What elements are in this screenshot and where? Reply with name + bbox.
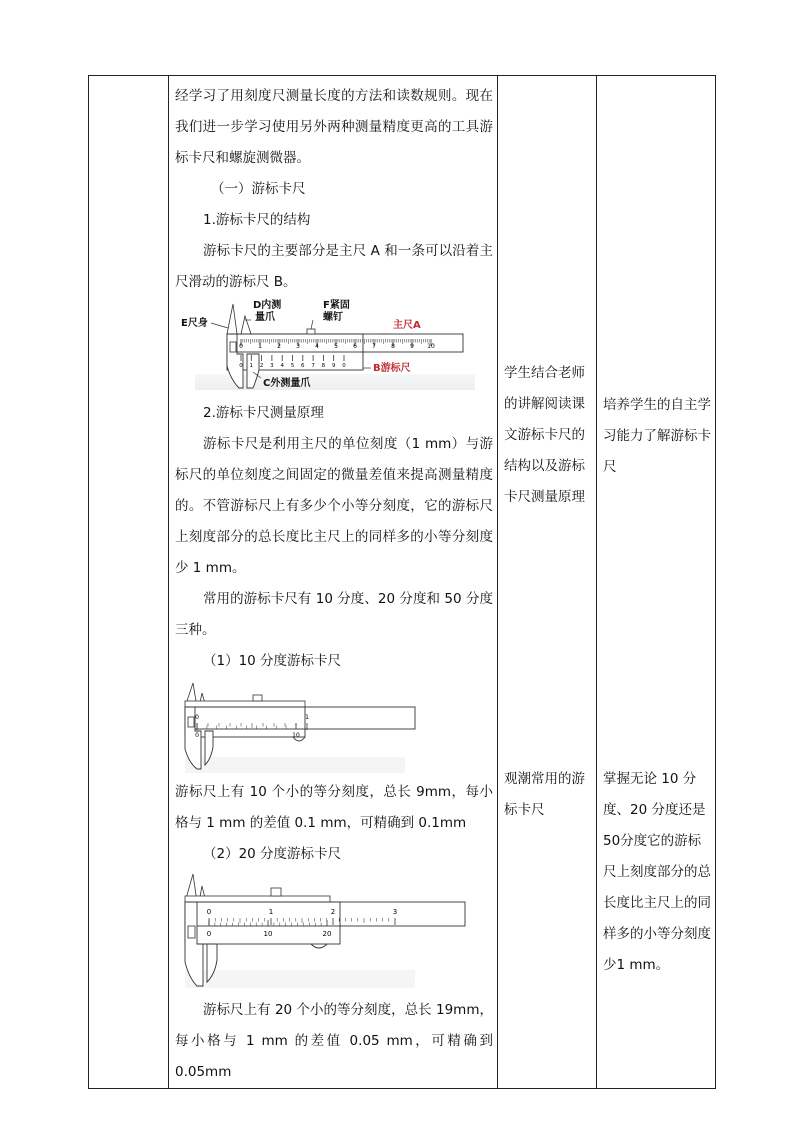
scale-tick-label: 8 <box>321 363 326 369</box>
scale-tick-label: 3 <box>392 908 398 916</box>
main-scale-bar <box>185 902 465 926</box>
heading-20-division: （2）20 分度游标卡尺 <box>203 846 342 862</box>
scale-tick-label: 0 <box>342 363 346 369</box>
design-intent-cell <box>597 76 716 1089</box>
scale-tick-label: 7 <box>311 363 315 369</box>
student-activity-block-1: 学生结合老师的讲解阅读课文游标卡尺的结构以及游标卡尺测量原理 <box>504 365 585 505</box>
scale-tick-label: 7 <box>372 343 376 350</box>
locking-screw-icon <box>271 888 281 896</box>
scale-tick-label: 0 <box>195 714 199 721</box>
scale-tick-label: 10 <box>292 732 300 739</box>
scale-tick-label: 6 <box>353 343 357 350</box>
scale-tick-label: 5 <box>334 343 338 350</box>
scale-tick-label: 8 <box>391 343 395 350</box>
caliper-20-division-figure <box>175 870 475 995</box>
paragraph-principle: 游标卡尺是利用主尺的单位刻度（1 mm）与游标尺的单位刻度之间固定的微量差值来提高测量精度的。不管游标尺上有多少个小等分刻度，它的游标尺上刻度部分的总长度比主尺上的同样多的小等分刻度少 1 mm。 <box>175 436 493 576</box>
label-e: E尺身 <box>181 318 208 329</box>
caliper-structure-figure <box>175 298 475 398</box>
scale-tick-label: 2 <box>259 363 264 369</box>
heading-principle: 2.游标卡尺测量原理 <box>203 405 324 421</box>
scale-tick-label: 20 <box>322 930 332 938</box>
scale-tick-label: 9 <box>410 343 414 350</box>
inner-jaw-sliding-icon <box>241 316 251 334</box>
student-activity-cell <box>498 76 597 1089</box>
label-d1: D内测 <box>253 300 282 311</box>
scale-tick-label: 5 <box>290 363 295 369</box>
scale-tick-label: 3 <box>296 343 300 350</box>
label-d2: 量爪 <box>255 312 275 323</box>
scale-tick-label: 0 <box>239 363 243 369</box>
scale-tick-label: 2 <box>330 908 336 916</box>
paragraph-structure: 游标卡尺的主要部分是主尺 A 和一条可以沿着主尺滑动的游标尺 B。 <box>175 243 493 290</box>
paragraph-common-types: 常用的游标卡尺有 10 分度、20 分度和 50 分度三种。 <box>175 591 493 638</box>
caliper-10-division-figure <box>175 677 475 777</box>
label-main-scale-a: 主尺A <box>393 320 421 331</box>
student-activity-block-2: 观潮常用的游标卡尺 <box>504 771 585 818</box>
teaching-content-cell <box>169 76 498 1089</box>
paragraph-20-division: 游标尺上有 20 个小的等分刻度，总长 19mm，每小格与 1 mm 的差值 0.05 mm，可精确到 0.05mm <box>175 1002 493 1080</box>
scale-tick-label: 1 <box>258 343 262 350</box>
heading-structure: 1.游标卡尺的结构 <box>203 212 311 228</box>
design-intent-block-1: 培养学生的自主学习能力了解游标卡尺 <box>603 397 711 475</box>
paragraph-10-division: 游标尺上有 10 个小的等分刻度，总长 9mm，每小格与 1 mm 的差值 0.1 mm，可精确到 0.1mm <box>175 784 493 831</box>
intro-paragraph: 经学习了用刻度尺测量长度的方法和读数规则。现在我们进一步学习使用另外两种测量精度更高的工具游标卡尺和螺旋测微器。 <box>175 88 493 166</box>
inner-jaw-fixed-icon <box>227 304 237 334</box>
design-intent-block-2: 掌握无论 10 分度、20 分度还是 50分度它的游标尺上刻度部分的总长度比主尺上的同样多的小等分刻度少1 mm。 <box>603 771 711 973</box>
scale-tick-label: 4 <box>280 363 284 369</box>
scale-tick-label: 10 <box>263 930 273 938</box>
main-scale-bar <box>185 707 415 729</box>
blank-column-cell <box>89 76 169 1089</box>
scale-tick-label: 0 <box>239 343 243 350</box>
scale-tick-label: 1 <box>305 714 309 721</box>
section-heading-vernier: （一）游标卡尺 <box>211 181 306 197</box>
heading-10-division: （1）10 分度游标卡尺 <box>203 653 342 669</box>
scale-tick-label: 1 <box>268 908 274 916</box>
lesson-table <box>88 75 716 1089</box>
scale-tick-label: 2 <box>277 343 281 350</box>
scale-tick-label: 0 <box>195 732 199 739</box>
scale-tick-label: 0 <box>206 930 212 938</box>
scale-tick-label: 10 <box>427 343 435 350</box>
scale-tick-label: 4 <box>315 343 319 350</box>
locking-screw-icon <box>253 695 262 701</box>
label-outer-jaw-c: C外测量爪 <box>263 378 311 389</box>
scale-tick-label: 0 <box>206 908 212 916</box>
scale-tick-label: 9 <box>331 363 336 369</box>
label-f2: 螺钉 <box>323 312 343 323</box>
label-vernier-b: B游标尺 <box>373 363 411 374</box>
locking-screw-icon <box>307 329 315 334</box>
scale-tick-label: 3 <box>270 363 274 369</box>
scale-tick-label: 1 <box>249 363 254 369</box>
label-f1: F紧固 <box>323 300 350 311</box>
scale-tick-label: 6 <box>301 363 305 369</box>
